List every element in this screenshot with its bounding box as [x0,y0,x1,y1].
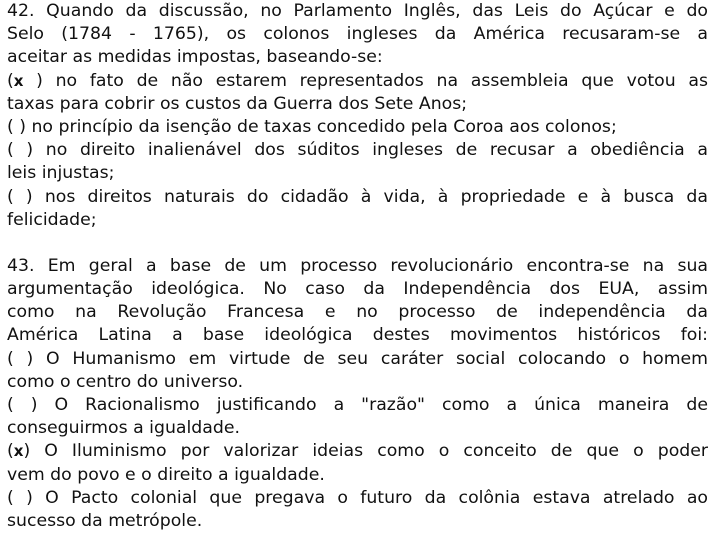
question-43 [7,255,708,533]
q42-option-c: ( ) no direito inalienável dos súditos ingleses de recusar a obediência a [7,140,708,161]
q43-option-d: ( ) O Pacto colonial que pregava o futuro da colônia estava atrelado ao [7,487,708,508]
question-spacer [7,232,708,255]
q42-option-a-cont: taxas para cobrir os custos da Guerra dos Sete Anos; [7,93,468,114]
q43-stem-line: como na Revolução Francesa e no processo de independência da [7,302,708,323]
q43-option-a-cont: como o centro do universo. [7,371,244,392]
q43-option-d-cont: sucesso da metrópole. [7,510,203,531]
q43-option-c-cont: vem do povo e o direito a igualdade. [7,464,325,485]
q43-option-b: ( ) O Racionalismo justificando a "razão" como a única maneira de [7,395,708,415]
question-42 [7,0,708,232]
answer-mark: x [13,71,24,90]
q43-option-c: (x) O Iluminismo por valorizar ideias como o conceito de que o poder [7,441,708,462]
q42-stem-line: Selo (1784 - 1765), os colonos ingleses da América recusaram-se a [7,24,708,45]
q43-option-c-text: ) O Iluminismo por valorizar ideias como o conceito de que o poder [23,441,708,462]
q43-option-a: ( ) O Humanismo em virtude de seu caráter social colocando o homem [7,348,708,369]
q42-stem-line: 42. Quando da discussão, no Parlamento Inglês, das Leis do Açúcar e do [7,1,708,21]
answer-mark: x [13,442,24,461]
q42-option-d-cont: felicidade; [7,209,97,230]
q43-stem-line: 43. Em geral a base de um processo revolucionário encontra-se na sua [7,255,708,276]
q42-option-a: (x ) no fato de não estarem representados na assembleia que votou as [7,70,708,91]
q42-option-d: ( ) nos direitos naturais do cidadão à vida, à propriedade e à busca da [7,186,708,207]
q42-option-c-cont: leis injustas; [7,163,115,184]
q42-option-b: ( ) no princípio da isenção de taxas concedido pela Coroa aos colonos; [7,116,617,137]
slide [7,0,708,533]
q43-option-b-cont: conseguirmos a igualdade. [7,418,240,439]
q42-option-a-text: ) no fato de não estarem representados na assembleia que votou as [23,70,708,91]
q43-stem-line: América Latina a base ideológica destes movimentos históricos foi: [7,325,708,346]
q42-stem-line: aceitar as medidas impostas, baseando-se: [7,47,383,68]
q43-stem-line: argumentação ideológica. No caso da Independência dos EUA, assim [7,279,708,300]
